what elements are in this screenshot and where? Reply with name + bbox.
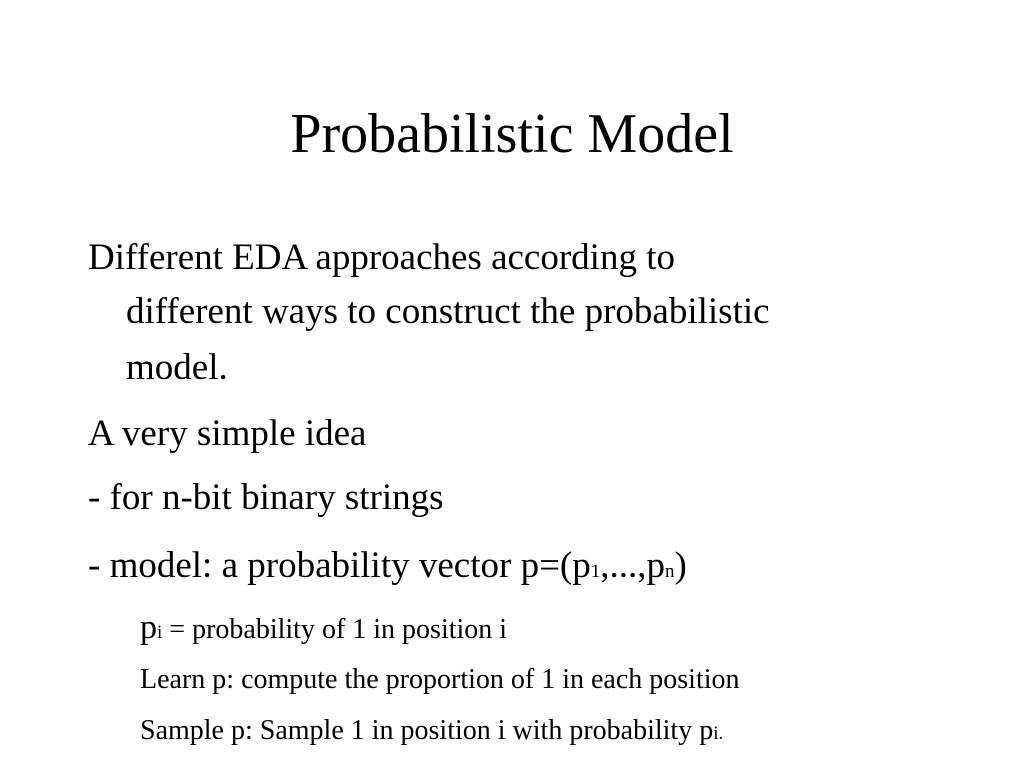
pi-subscript-i: i (157, 622, 163, 643)
bullet-eda-line-2: different ways to construct the probabilistic (126, 291, 770, 332)
model-subscript-n: n (665, 561, 675, 582)
pi-symbol: p (140, 609, 157, 646)
model-text-prefix: - model: a probability vector p=(p (88, 545, 591, 586)
pi-definition-text: = probability of 1 in position i (162, 614, 508, 645)
bullet-eda-line-1: Different EDA approaches according to (88, 237, 675, 278)
bullet-nbit-strings: - for n-bit binary strings (88, 477, 444, 518)
sub-bullet-learn-p: Learn p: compute the proportion of 1 in each position (140, 664, 740, 695)
sample-subscript-i: i. (713, 723, 724, 744)
slide-title: Probabilistic Model (290, 103, 734, 165)
bullet-simple-idea: A very simple idea (88, 413, 367, 454)
sub-bullet-sample-p (140, 713, 723, 752)
sample-text-prefix: Sample p: Sample 1 in position i with probability p (140, 715, 714, 746)
sub-bullet-pi-definition (140, 610, 507, 651)
model-text-end: ) (674, 545, 687, 586)
model-text-mid: ,...,p (600, 545, 666, 586)
bullet-eda-line-3: model. (126, 347, 228, 388)
bullet-model-vector (88, 542, 687, 596)
model-subscript-1: 1 (590, 561, 601, 582)
